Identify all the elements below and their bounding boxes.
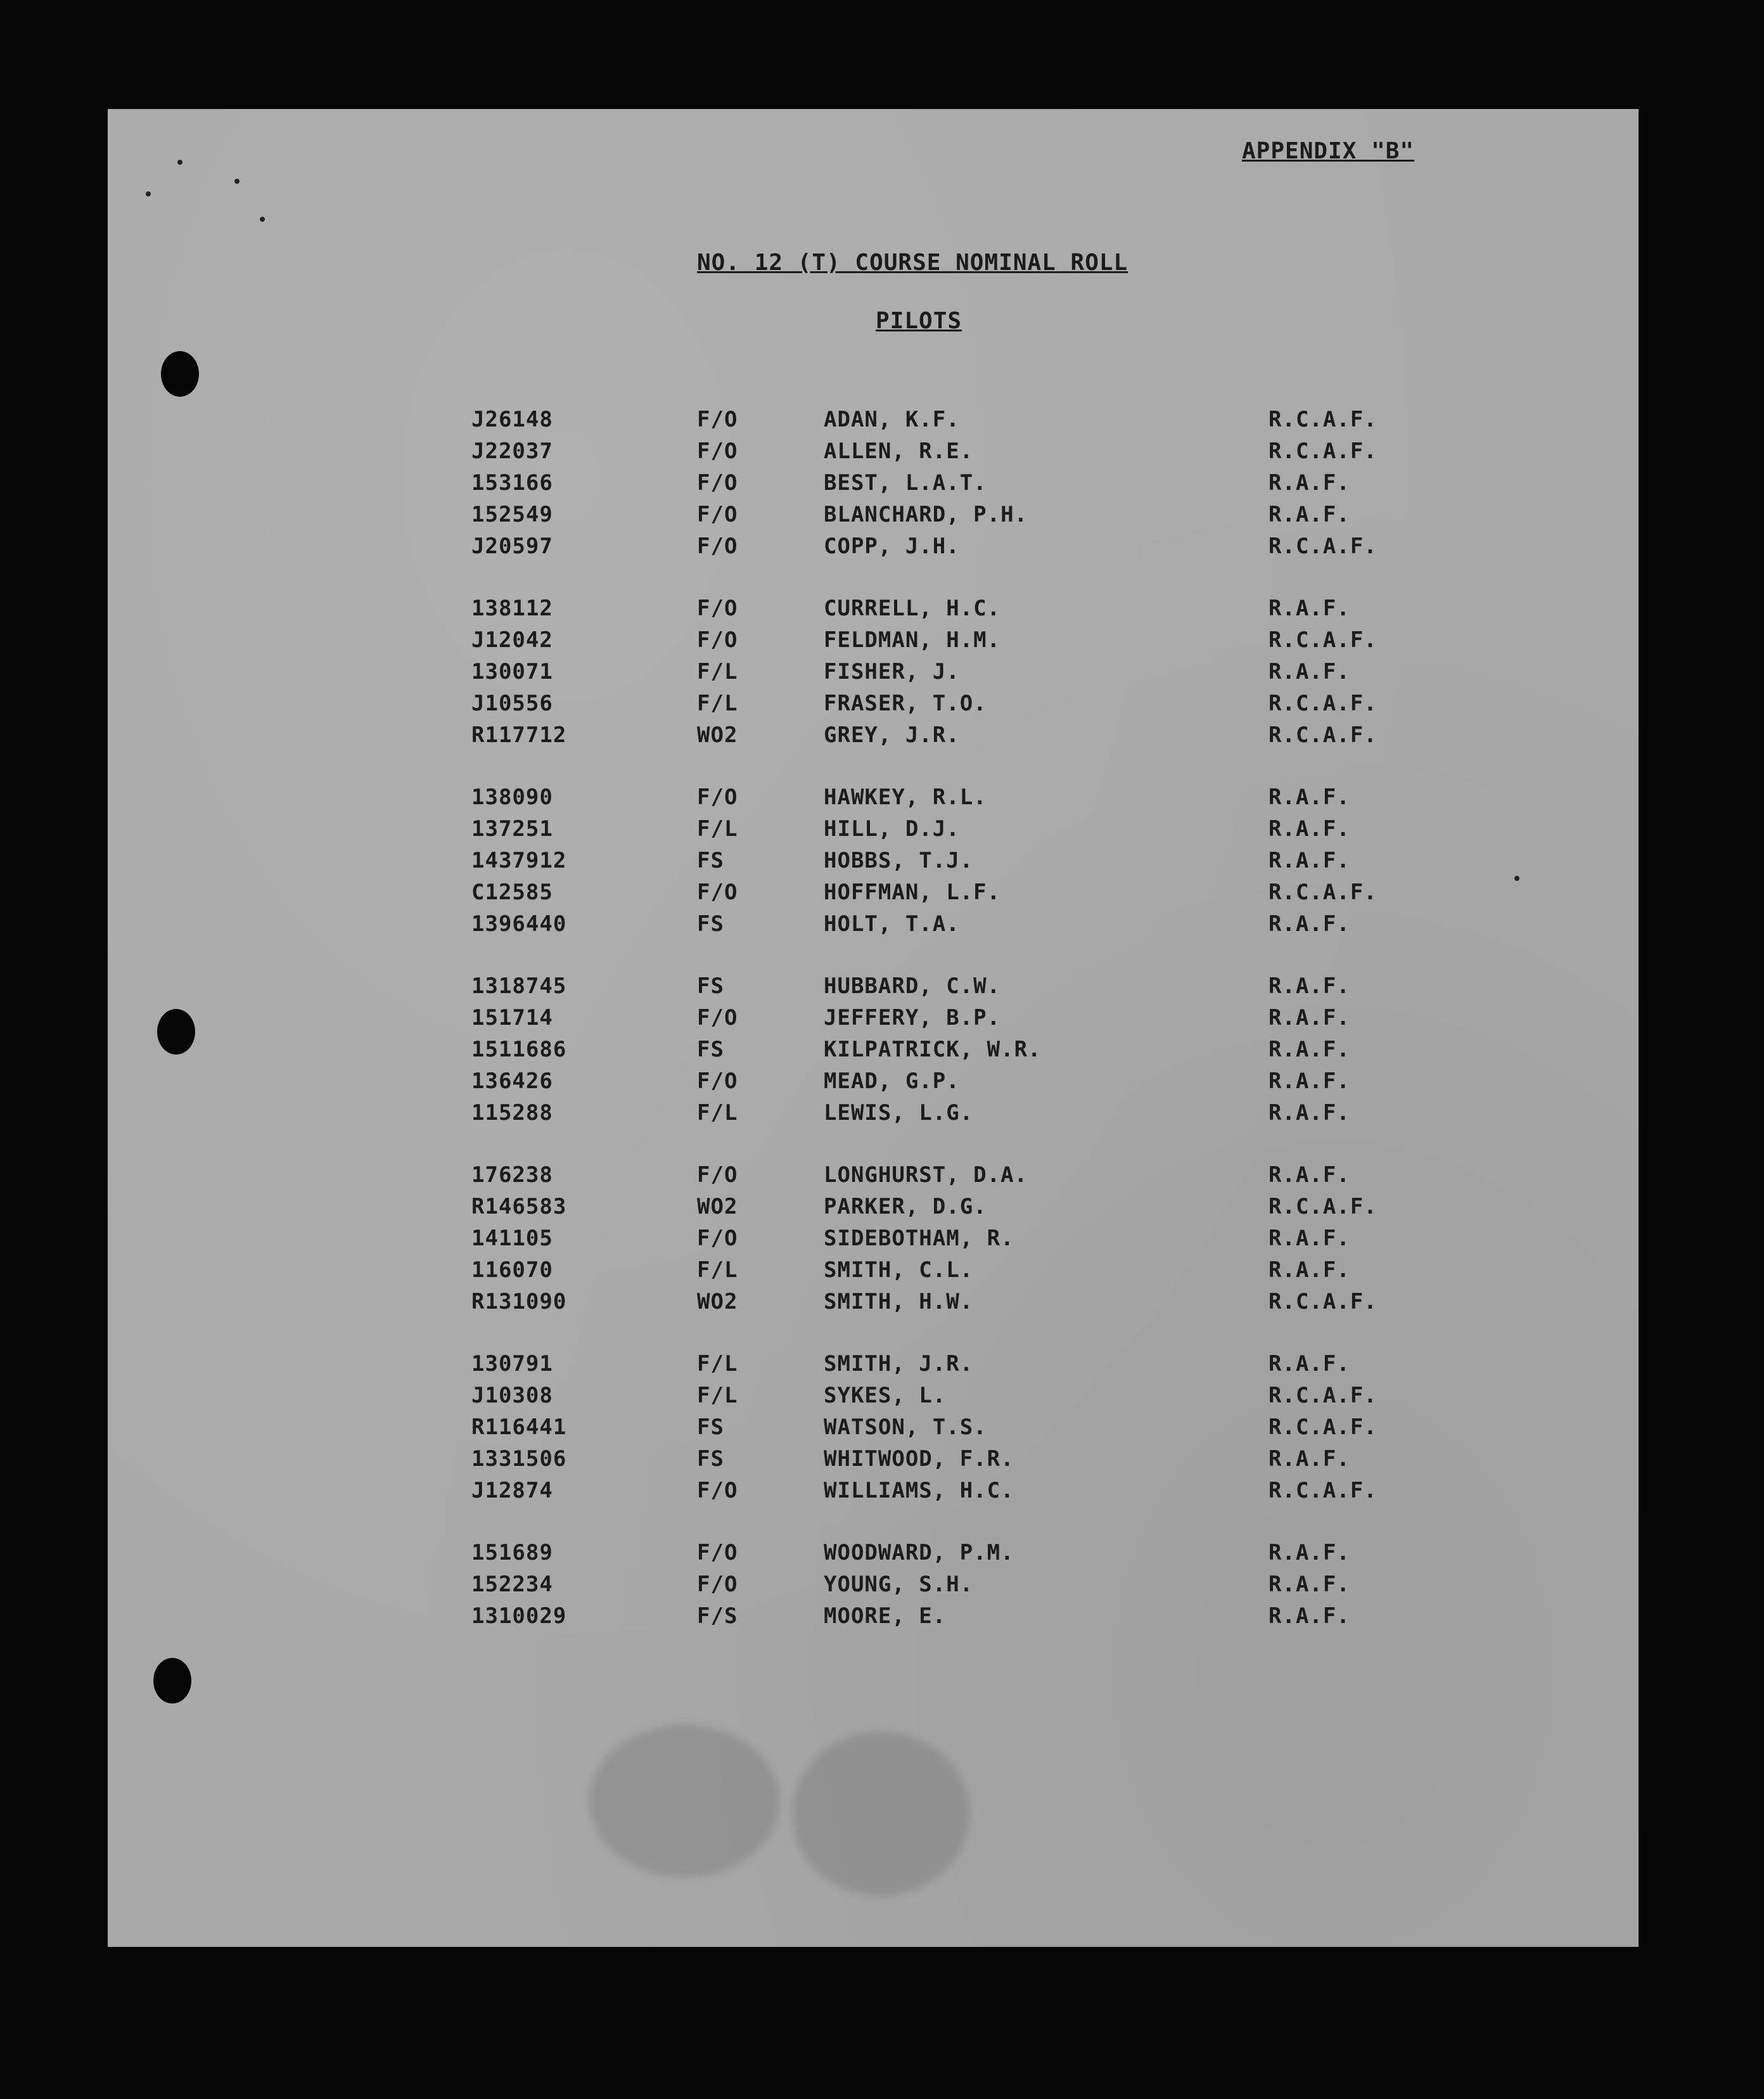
officer-name: SMITH, H.W. xyxy=(824,1289,974,1314)
service-number: 1310029 xyxy=(471,1603,567,1629)
service-branch: R.A.F. xyxy=(1269,1540,1350,1565)
roll-entry xyxy=(108,1005,1639,1037)
officer-name: SIDEBOTHAM, R. xyxy=(824,1226,1014,1251)
service-number: 115288 xyxy=(471,1100,553,1126)
rank: F/L xyxy=(697,1383,738,1408)
officer-name: PARKER, D.G. xyxy=(824,1194,987,1219)
roll-entry xyxy=(108,722,1639,754)
roll-entry xyxy=(108,1572,1639,1603)
rank: F/O xyxy=(697,407,738,432)
service-branch: R.C.A.F. xyxy=(1269,407,1377,432)
roll-group xyxy=(108,785,1639,943)
service-number: J22037 xyxy=(471,439,553,464)
service-number: 138090 xyxy=(471,785,553,810)
service-number: J20597 xyxy=(471,534,553,559)
service-branch: R.A.F. xyxy=(1269,470,1350,496)
rank: F/O xyxy=(697,627,738,653)
roll-entry xyxy=(108,1478,1639,1510)
roll-entry xyxy=(108,596,1639,627)
roll-group xyxy=(108,407,1639,565)
service-branch: R.A.F. xyxy=(1269,911,1350,937)
roll-group xyxy=(108,973,1639,1132)
officer-name: HOFFMAN, L.F. xyxy=(824,880,1001,905)
rank: F/O xyxy=(697,1226,738,1251)
roll-entry xyxy=(108,1162,1639,1194)
rank: F/O xyxy=(697,1162,738,1188)
officer-name: BLANCHARD, P.H. xyxy=(824,502,1028,527)
service-number: 151714 xyxy=(471,1005,553,1030)
service-number: 152234 xyxy=(471,1572,553,1597)
service-branch: R.A.F. xyxy=(1269,1351,1350,1377)
service-branch: R.A.F. xyxy=(1269,1069,1350,1094)
roll-group xyxy=(108,1540,1639,1635)
ink-smudge xyxy=(792,1731,969,1896)
officer-name: MOORE, E. xyxy=(824,1603,947,1629)
service-branch: R.C.A.F. xyxy=(1269,722,1377,748)
roll-entry xyxy=(108,1257,1639,1289)
rank: F/O xyxy=(697,880,738,905)
officer-name: CURRELL, H.C. xyxy=(824,596,1001,621)
service-number: 138112 xyxy=(471,596,553,621)
roll-entry xyxy=(108,627,1639,659)
officer-name: FELDMAN, H.M. xyxy=(824,627,1001,653)
officer-name: LONGHURST, D.A. xyxy=(824,1162,1028,1188)
document-title: NO. 12 (T) COURSE NOMINAL ROLL xyxy=(697,250,1128,276)
service-number: 153166 xyxy=(471,470,553,496)
roll-group xyxy=(108,1351,1639,1510)
roll-entry xyxy=(108,1415,1639,1446)
service-branch: R.C.A.F. xyxy=(1269,691,1377,716)
ink-speck xyxy=(260,217,265,222)
officer-name: LEWIS, L.G. xyxy=(824,1100,974,1126)
rank: F/O xyxy=(697,1572,738,1597)
officer-name: WHITWOOD, F.R. xyxy=(824,1446,1014,1472)
rank: WO2 xyxy=(697,1194,738,1219)
roll-group xyxy=(108,1162,1639,1321)
officer-name: SMITH, C.L. xyxy=(824,1257,974,1283)
service-number: 152549 xyxy=(471,502,553,527)
officer-name: FISHER, J. xyxy=(824,659,960,684)
service-branch: R.A.F. xyxy=(1269,1005,1350,1030)
rank: F/L xyxy=(697,816,738,842)
rank: F/O xyxy=(697,1478,738,1503)
service-number: 1437912 xyxy=(471,848,567,873)
rank: FS xyxy=(697,911,724,937)
service-number: 1511686 xyxy=(471,1037,567,1062)
service-number: J10308 xyxy=(471,1383,553,1408)
rank: F/O xyxy=(697,1069,738,1094)
officer-name: HILL, D.J. xyxy=(824,816,960,842)
service-branch: R.C.A.F. xyxy=(1269,1383,1377,1408)
service-branch: R.A.F. xyxy=(1269,785,1350,810)
service-number: R131090 xyxy=(471,1289,567,1314)
service-number: R146583 xyxy=(471,1194,567,1219)
service-branch: R.C.A.F. xyxy=(1269,627,1377,653)
service-branch: R.A.F. xyxy=(1269,1037,1350,1062)
rank: FS xyxy=(697,973,724,999)
officer-name: KILPATRICK, W.R. xyxy=(824,1037,1042,1062)
service-branch: R.A.F. xyxy=(1269,816,1350,842)
roll-entry xyxy=(108,439,1639,470)
service-branch: R.C.A.F. xyxy=(1269,1194,1377,1219)
roll-entry xyxy=(108,911,1639,943)
service-number: 141105 xyxy=(471,1226,553,1251)
nominal-roll xyxy=(108,407,1639,1666)
service-number: R116441 xyxy=(471,1415,567,1440)
service-number: 1331506 xyxy=(471,1446,567,1472)
punch-hole-top xyxy=(161,351,199,397)
roll-entry xyxy=(108,534,1639,565)
rank: FS xyxy=(697,1037,724,1062)
service-branch: R.C.A.F. xyxy=(1269,1289,1377,1314)
roll-entry xyxy=(108,691,1639,722)
roll-entry xyxy=(108,848,1639,880)
roll-entry xyxy=(108,880,1639,911)
roll-entry xyxy=(108,659,1639,691)
service-number: J26148 xyxy=(471,407,553,432)
officer-name: GREY, J.R. xyxy=(824,722,960,748)
document-page xyxy=(108,109,1639,1947)
rank: F/O xyxy=(697,502,738,527)
rank: F/L xyxy=(697,1100,738,1126)
rank: FS xyxy=(697,848,724,873)
officer-name: BEST, L.A.T. xyxy=(824,470,987,496)
roll-entry xyxy=(108,1037,1639,1069)
service-branch: R.A.F. xyxy=(1269,848,1350,873)
roll-entry xyxy=(108,1351,1639,1383)
service-branch: R.C.A.F. xyxy=(1269,1478,1377,1503)
rank: F/L xyxy=(697,1257,738,1283)
service-number: 116070 xyxy=(471,1257,553,1283)
officer-name: WILLIAMS, H.C. xyxy=(824,1478,1014,1503)
officer-name: HOLT, T.A. xyxy=(824,911,960,937)
service-branch: R.A.F. xyxy=(1269,659,1350,684)
rank: F/O xyxy=(697,534,738,559)
service-branch: R.C.A.F. xyxy=(1269,880,1377,905)
service-branch: R.A.F. xyxy=(1269,1572,1350,1597)
officer-name: HUBBARD, C.W. xyxy=(824,973,1001,999)
service-branch: R.A.F. xyxy=(1269,973,1350,999)
service-branch: R.A.F. xyxy=(1269,1226,1350,1251)
rank: F/L xyxy=(697,659,738,684)
rank: F/O xyxy=(697,596,738,621)
officer-name: WATSON, T.S. xyxy=(824,1415,987,1440)
service-number: J10556 xyxy=(471,691,553,716)
officer-name: JEFFERY, B.P. xyxy=(824,1005,1001,1030)
service-number: J12874 xyxy=(471,1478,553,1503)
roll-entry xyxy=(108,785,1639,816)
officer-name: ALLEN, R.E. xyxy=(824,439,974,464)
service-number: 151689 xyxy=(471,1540,553,1565)
ink-speck xyxy=(234,179,240,184)
service-number: R117712 xyxy=(471,722,567,748)
rank: F/L xyxy=(697,1351,738,1377)
rank: F/O xyxy=(697,1540,738,1565)
appendix-label: APPENDIX "B" xyxy=(1242,138,1415,164)
service-branch: R.A.F. xyxy=(1269,1257,1350,1283)
rank: FS xyxy=(697,1415,724,1440)
rank: WO2 xyxy=(697,722,738,748)
service-branch: R.C.A.F. xyxy=(1269,439,1377,464)
officer-name: YOUNG, S.H. xyxy=(824,1572,974,1597)
roll-entry xyxy=(108,973,1639,1005)
service-number: J12042 xyxy=(471,627,553,653)
roll-entry xyxy=(108,816,1639,848)
officer-name: MEAD, G.P. xyxy=(824,1069,960,1094)
service-number: 130071 xyxy=(471,659,553,684)
roll-entry xyxy=(108,1100,1639,1132)
service-branch: R.A.F. xyxy=(1269,502,1350,527)
ink-smudge xyxy=(589,1725,779,1877)
service-number: 176238 xyxy=(471,1162,553,1188)
rank: F/O xyxy=(697,470,738,496)
service-number: 130791 xyxy=(471,1351,553,1377)
service-number: C12585 xyxy=(471,880,553,905)
roll-entry xyxy=(108,502,1639,534)
service-branch: R.A.F. xyxy=(1269,1162,1350,1188)
roll-entry xyxy=(108,1383,1639,1415)
roll-entry xyxy=(108,1540,1639,1572)
roll-entry xyxy=(108,470,1639,502)
service-branch: R.A.F. xyxy=(1269,1100,1350,1126)
rank: WO2 xyxy=(697,1289,738,1314)
roll-entry xyxy=(108,1194,1639,1226)
roll-entry xyxy=(108,1446,1639,1478)
officer-name: HOBBS, T.J. xyxy=(824,848,974,873)
roll-group xyxy=(108,596,1639,754)
rank: FS xyxy=(697,1446,724,1472)
rank: F/S xyxy=(697,1603,738,1629)
service-number: 136426 xyxy=(471,1069,553,1094)
service-number: 1318745 xyxy=(471,973,567,999)
roll-entry xyxy=(108,407,1639,439)
service-number: 1396440 xyxy=(471,911,567,937)
ink-speck xyxy=(146,191,151,196)
officer-name: ADAN, K.F. xyxy=(824,407,960,432)
rank: F/O xyxy=(697,439,738,464)
service-branch: R.A.F. xyxy=(1269,1446,1350,1472)
section-heading: PILOTS xyxy=(876,308,962,334)
service-branch: R.A.F. xyxy=(1269,596,1350,621)
officer-name: WOODWARD, P.M. xyxy=(824,1540,1014,1565)
rank: F/O xyxy=(697,785,738,810)
service-branch: R.A.F. xyxy=(1269,1603,1350,1629)
rank: F/L xyxy=(697,691,738,716)
roll-entry xyxy=(108,1289,1639,1321)
rank: F/O xyxy=(697,1005,738,1030)
service-number: 137251 xyxy=(471,816,553,842)
service-branch: R.C.A.F. xyxy=(1269,534,1377,559)
ink-speck xyxy=(177,160,182,165)
service-branch: R.C.A.F. xyxy=(1269,1415,1377,1440)
roll-entry xyxy=(108,1069,1639,1100)
officer-name: SYKES, L. xyxy=(824,1383,947,1408)
roll-entry xyxy=(108,1226,1639,1257)
officer-name: SMITH, J.R. xyxy=(824,1351,974,1377)
officer-name: HAWKEY, R.L. xyxy=(824,785,987,810)
roll-entry xyxy=(108,1603,1639,1635)
officer-name: FRASER, T.O. xyxy=(824,691,987,716)
officer-name: COPP, J.H. xyxy=(824,534,960,559)
